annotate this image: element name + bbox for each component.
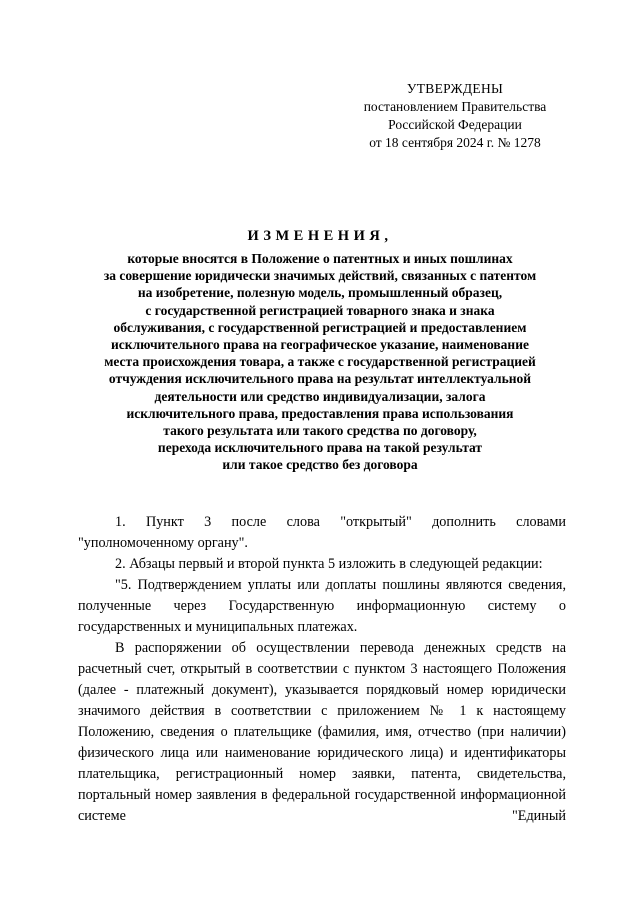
subtitle-line: места происхождения товара, а также с государственной регистрацией [104,354,536,370]
approval-stamp: УТВЕРЖДЕНЫ [406,81,504,96]
approval-line-3: от 18 сентября 2024 г. № 1278 [369,135,541,150]
paragraph-quoted-5: "5. Подтверждением уплаты или доплаты пошлины являются сведения, полученные через Государственную информационную систему о государственных и муниципальных платежах. [78,577,566,635]
document-subtitle [60,250,580,474]
subtitle-line: исключительного права на географическое указание, наименование [111,337,529,353]
paragraph-payment-document: В распоряжении об осуществлении перевода денежных средств на расчетный счет, открытый в соответствии с пунктом 3 настоящего Положения (далее - платежный документ), указывается порядковый номер юридически значимого действия в соответствии с приложением № 1 к настоящему Положению, сведения о плательщике (фамилия, имя, отчество (при наличии) физического лица или наименование юридического лица) и идентификаторы плательщика, регистрационный номер заявки, патента, свидетельства, портальный номер заявления в федеральной государственной информационной системе "Единый [78,640,566,824]
document-body [78,512,566,827]
paragraph-item-2: 2. Абзацы первый и второй пункта 5 изложить в следующей редакции: [115,556,543,572]
subtitle-line: обслуживания, с государственной регистрацией и предоставлением [113,319,527,335]
subtitle-line: исключительного права, предоставления права использования [126,405,514,421]
subtitle-line: за совершение юридически значимых действий, связанных с патентом [103,268,537,284]
paragraph-item-1: 1. Пункт 3 после слова "открытый" дополнить словами "уполномоченному органу". [78,514,566,551]
subtitle-line: которые вносятся в Положение о патентных и иных пошлинах [127,251,513,266]
subtitle-line: отчуждения исключительного права на результат интеллектуальной [108,371,532,387]
subtitle-line: на изобретение, полезную модель, промышленный образец, [137,285,503,301]
approval-line-2: Российской Федерации [388,117,522,132]
approval-block [340,80,570,152]
document-title: ИЗМЕНЕНИЯ, [247,228,393,244]
approval-line-1: постановлением Правительства [363,99,547,114]
subtitle-line: такого результата или такого средства по договору, [163,423,477,439]
subtitle-line: или такое средство без договора [222,457,418,473]
subtitle-line: перехода исключительного права на такой результат [157,440,483,456]
subtitle-line: с государственной регистрацией товарного знака и знака [145,302,495,318]
subtitle-line: деятельности или средство индивидуализации, залога [154,388,486,404]
